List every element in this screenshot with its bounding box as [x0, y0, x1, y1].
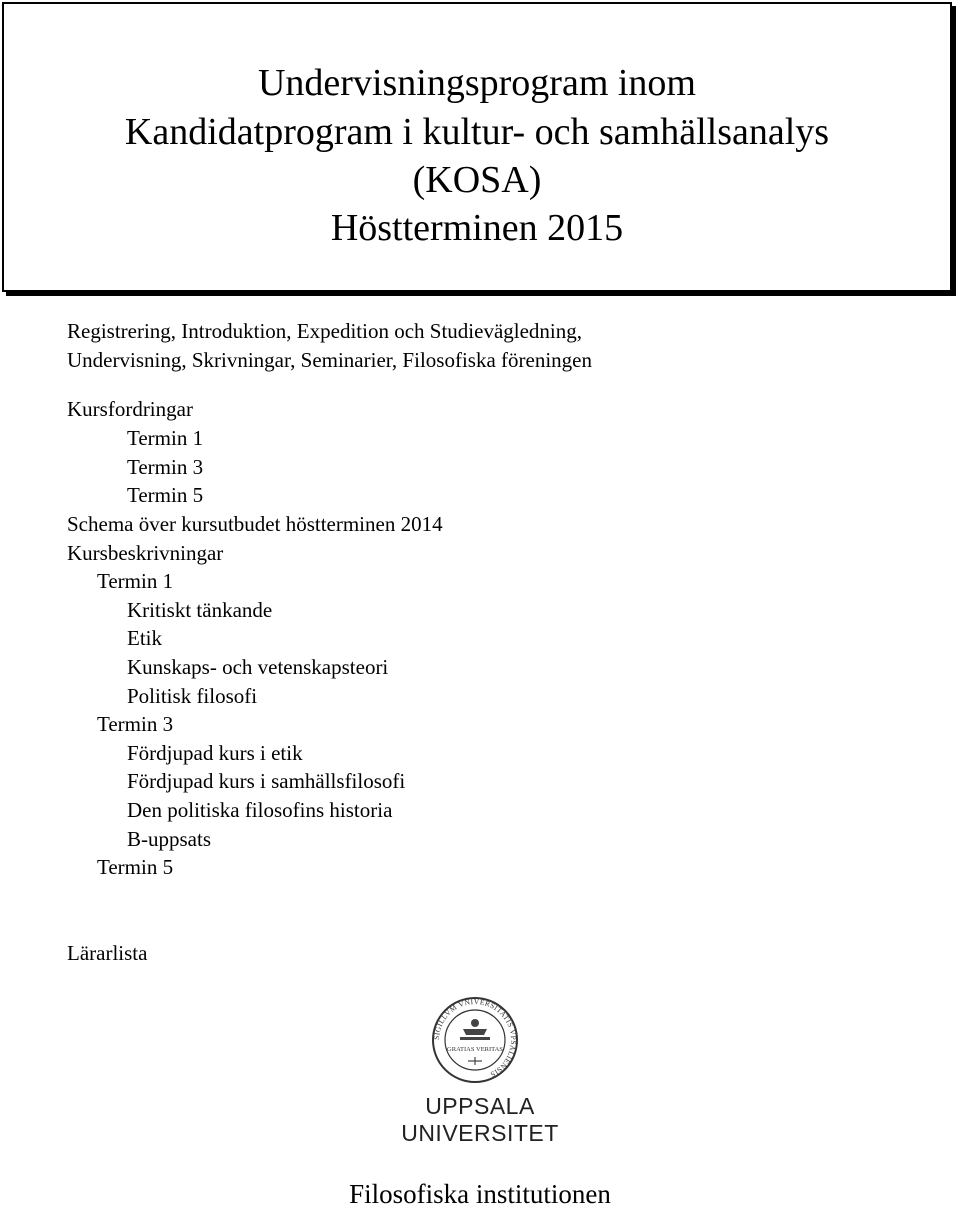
toc-kursbeskrivningar: Kursbeskrivningar	[67, 541, 224, 565]
title-line-1: Undervisningsprogram inom	[257, 62, 696, 104]
title-box	[2, 2, 952, 292]
title-line-3: (KOSA)	[412, 159, 542, 201]
toc-kf-termin-3: Termin 3	[127, 455, 204, 479]
toc-kf-termin-1: Termin 1	[127, 426, 204, 450]
seal-ring-text: SIGILLVM VNIVERSITATIS VPSALIENSIS	[431, 996, 519, 1080]
toc-intro-line-2: Undervisning, Skrivningar, Seminarier, Filosofiska föreningen	[67, 348, 592, 372]
toc-kritiskt-tankande: Kritiskt tänkande	[127, 598, 273, 622]
toc-kb-termin-5: Termin 5	[97, 855, 174, 879]
title-line-2: Kandidatprogram i kultur- och samhällsanalys	[124, 111, 830, 153]
department-footer: Filosofiska institutionen	[349, 1179, 611, 1209]
toc-lararlista: Lärarlista	[67, 941, 148, 965]
toc-fordjupad-etik: Fördjupad kurs i etik	[127, 741, 303, 765]
logo-text-universitet: UNIVERSITET	[401, 1120, 559, 1146]
toc-kb-termin-3: Termin 3	[97, 712, 174, 736]
toc-kursfordringar: Kursfordringar	[67, 397, 193, 421]
seal-center-text: GRATIAS VERITAS	[447, 1046, 503, 1053]
logo-text-uppsala: UPPSALA	[425, 1093, 535, 1119]
toc-b-uppsats: B-uppsats	[127, 827, 211, 851]
toc-intro-line-1: Registrering, Introduktion, Expedition och Studievägledning,	[67, 319, 583, 343]
toc-etik: Etik	[127, 626, 162, 650]
toc-kb-termin-1: Termin 1	[97, 569, 174, 593]
toc-politiska-historia: Den politiska filosofins historia	[127, 798, 393, 822]
toc-politisk-filosofi: Politisk filosofi	[127, 684, 258, 708]
toc-fordjupad-samhallsfilosofi: Fördjupad kurs i samhällsfilosofi	[127, 769, 406, 793]
university-seal-logo	[430, 995, 520, 1085]
title-line-4: Höstterminen 2015	[330, 207, 624, 249]
toc-kf-termin-5: Termin 5	[127, 483, 204, 507]
toc-schema: Schema över kursutbudet höstterminen 2014	[67, 512, 443, 536]
toc-kunskapsteori: Kunskaps- och vetenskapsteori	[127, 655, 389, 679]
